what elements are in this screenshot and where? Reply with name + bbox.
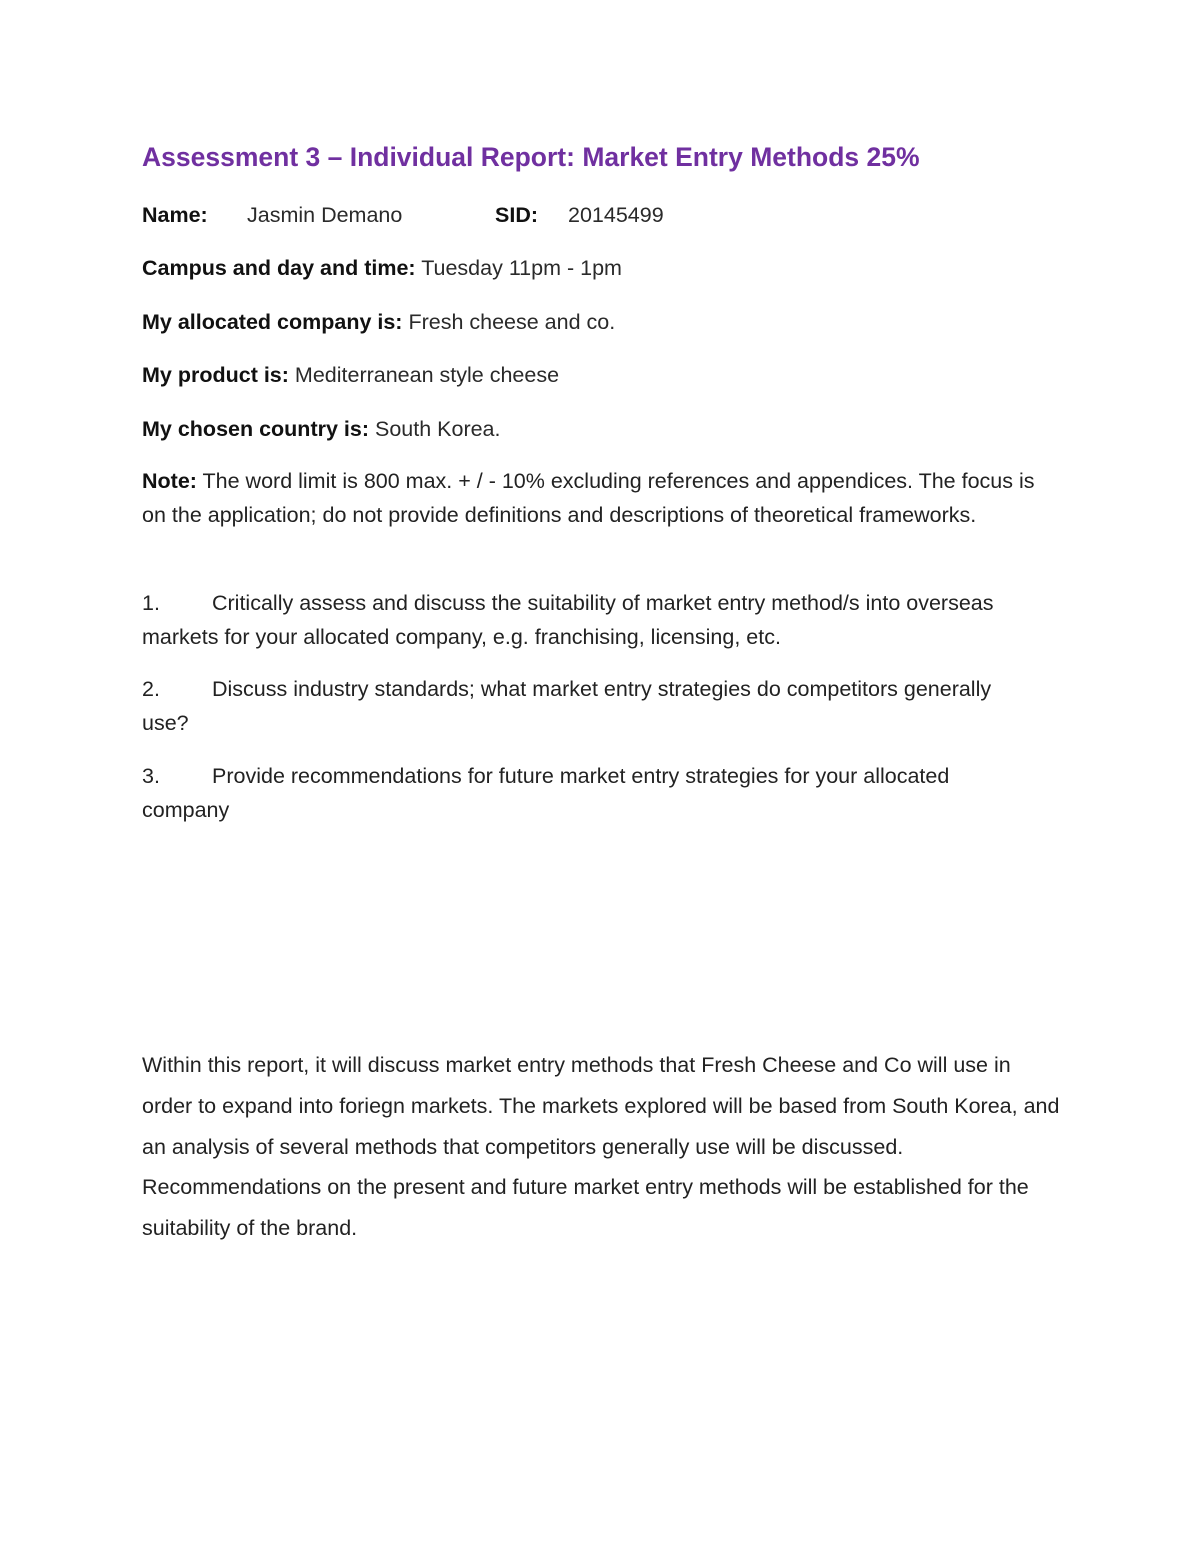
product-row (142, 358, 559, 392)
campus-value: Tuesday 11pm - 1pm (421, 256, 622, 280)
question-text: Critically assess and discuss the suitability of market entry method/s into overseas markets for your allocated company, e.g. franchising, licensing, etc. (142, 591, 994, 649)
question-text: Discuss industry standards; what market entry strategies do competitors generally use? (142, 677, 992, 735)
question-text: Provide recommendations for future market entry strategies for your allocated company (142, 764, 950, 822)
product-label: My product is: (142, 363, 289, 387)
sid-label: SID: (495, 203, 538, 227)
campus-label: Campus and day and time: (142, 256, 416, 280)
question-number: 2. (142, 677, 160, 701)
question-number: 3. (142, 764, 160, 788)
document-title: Assessment 3 – Individual Report: Market Entry Methods 25% (142, 142, 920, 172)
note-paragraph (142, 465, 1042, 532)
product-value: Mediterranean style cheese (294, 363, 560, 387)
company-row (142, 305, 615, 339)
question-item (142, 760, 1042, 827)
question-item (142, 673, 1042, 740)
country-row (142, 412, 501, 446)
report-introduction: Within this report, it will discuss market entry methods that Fresh Cheese and Co will use in order to expand into foriegn markets. The markets explored will be based from South Korea, and an analysis of several methods that competitors generally use will be discussed. Recommendations on the present and future market entry methods will be established for the suitability of the brand. (142, 1053, 1060, 1241)
company-label: My allocated company is: (142, 310, 403, 334)
name-value: Jasmin Demano (247, 203, 403, 227)
question-item (142, 587, 1042, 654)
note-text: The word limit is 800 max. + / - 10% excluding references and appendices. The focus is on the application; do not provide definitions and descriptions of theoretical frameworks. (142, 469, 1035, 527)
note-label: Note: (142, 469, 197, 493)
country-value: South Korea. (374, 417, 501, 441)
country-label: My chosen country is: (142, 417, 369, 441)
name-sid-row (142, 198, 664, 232)
company-value: Fresh cheese and co. (408, 310, 616, 334)
name-label: Name: (142, 203, 208, 227)
sid-value: 20145499 (568, 203, 664, 227)
campus-row (142, 251, 622, 285)
question-number: 1. (142, 591, 160, 615)
